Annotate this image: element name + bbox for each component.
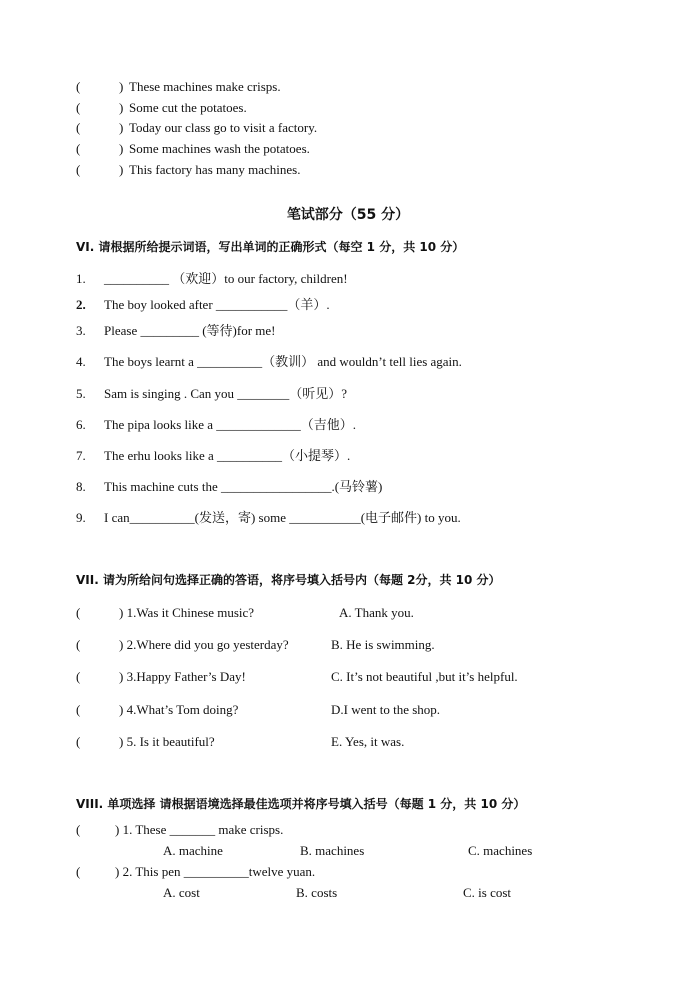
item-text: Some machines wash the potatoes.	[129, 141, 310, 156]
paren-open: (	[76, 637, 81, 652]
item-number: 6.	[76, 417, 86, 432]
option-a: A. cost	[163, 885, 200, 900]
item-text: These machines make crisps.	[129, 79, 281, 94]
paren-open: (	[76, 702, 81, 717]
paren-close: )	[119, 120, 124, 135]
answer-text: D.I went to the shop.	[331, 702, 441, 717]
fill-item	[76, 416, 357, 434]
fill-item	[76, 385, 348, 403]
listening-item	[76, 140, 310, 158]
answer-text: C. It’s not beautiful ,but it’s helpful.	[331, 669, 518, 684]
question-text: ) 5. Is it beautiful?	[119, 734, 215, 749]
item-number: 5.	[76, 386, 86, 401]
question-text: ) 4.What’s Tom doing?	[119, 702, 239, 717]
question-text: ) 1. These _______ make crisps.	[115, 822, 284, 837]
item-text: __________ （欢迎）to our factory, children!	[104, 271, 348, 286]
fill-item	[76, 322, 276, 340]
item-number: 7.	[76, 448, 86, 463]
item-number: 9.	[76, 510, 86, 525]
match-item	[76, 668, 518, 686]
option-b: B. machines	[300, 843, 365, 858]
mc-question	[76, 821, 284, 839]
paren-open: (	[76, 100, 81, 115]
match-item	[76, 733, 405, 751]
section8-heading: VIII. 单项选择 请根据语境选择最佳选项并将序号填入括号（每题 1 分，共 10 分）	[76, 797, 526, 811]
match-item	[76, 604, 414, 622]
item-text: Sam is singing . Can you ________（听见）?	[104, 386, 348, 401]
listening-item	[76, 119, 318, 137]
item-number: 2.	[76, 297, 86, 312]
item-text: The pipa looks like a _____________（吉他）.	[104, 417, 357, 432]
option-c: C. machines	[468, 843, 533, 858]
item-text: Please _________ (等待)for me!	[104, 323, 276, 338]
option-b: B. costs	[296, 885, 338, 900]
question-text: ) 3.Happy Father’s Day!	[119, 669, 246, 684]
fill-item	[76, 447, 351, 465]
fill-item	[76, 353, 462, 371]
listening-item	[76, 99, 247, 117]
listening-item	[76, 161, 301, 179]
paren-close: )	[119, 100, 124, 115]
item-number: 8.	[76, 479, 86, 494]
item-text: Today our class go to visit a factory.	[129, 120, 318, 135]
paren-open: (	[76, 605, 81, 620]
section7-heading: VII. 请为所给问句选择正确的答语，将序号填入括号内（每题 2分，共 10 分）	[76, 573, 501, 587]
fill-item	[76, 296, 330, 314]
question-text: ) 1.Was it Chinese music?	[119, 605, 255, 620]
section6-heading: VI. 请根据所给提示词语，写出单词的正确形式（每空 1 分，共 10 分）	[76, 240, 465, 254]
listening-item	[76, 78, 281, 96]
option-c: C. is cost	[463, 885, 512, 900]
item-text: This machine cuts the _________________.(马铃薯)	[104, 479, 383, 494]
fill-item	[76, 509, 461, 527]
paren-open: (	[76, 864, 81, 879]
item-text: The boy looked after ___________（羊）.	[104, 297, 330, 312]
paren-open: (	[76, 79, 81, 94]
match-item	[76, 636, 435, 654]
item-text: I can__________(发送，寄) some ___________(电子邮件) to you.	[104, 510, 461, 525]
paren-open: (	[76, 669, 81, 684]
paren-close: )	[119, 141, 124, 156]
item-text: The boys learnt a __________（教训） and wouldn’t tell lies again.	[104, 354, 462, 369]
paren-close: )	[119, 79, 124, 94]
item-number: 3.	[76, 323, 86, 338]
paren-close: )	[119, 162, 124, 177]
answer-text: B. He is swimming.	[331, 637, 435, 652]
item-text: The erhu looks like a __________（小提琴）.	[104, 448, 351, 463]
match-item	[76, 701, 441, 719]
item-text: Some cut the potatoes.	[129, 100, 247, 115]
fill-item	[76, 270, 348, 288]
fill-item	[76, 478, 383, 496]
paren-open: (	[76, 120, 81, 135]
question-text: ) 2.Where did you go yesterday?	[119, 637, 289, 652]
answer-text: E. Yes, it was.	[331, 734, 405, 749]
paren-open: (	[76, 734, 81, 749]
paren-open: (	[76, 141, 81, 156]
option-a: A. machine	[163, 843, 223, 858]
paren-open: (	[76, 162, 81, 177]
item-number: 4.	[76, 354, 86, 369]
answer-text: A. Thank you.	[339, 605, 414, 620]
item-number: 1.	[76, 271, 86, 286]
item-text: This factory has many machines.	[129, 162, 301, 177]
mc-question	[76, 863, 316, 881]
written-section-title: 笔试部分（55 分）	[286, 207, 410, 223]
paren-open: (	[76, 822, 81, 837]
question-text: ) 2. This pen __________twelve yuan.	[115, 864, 316, 879]
